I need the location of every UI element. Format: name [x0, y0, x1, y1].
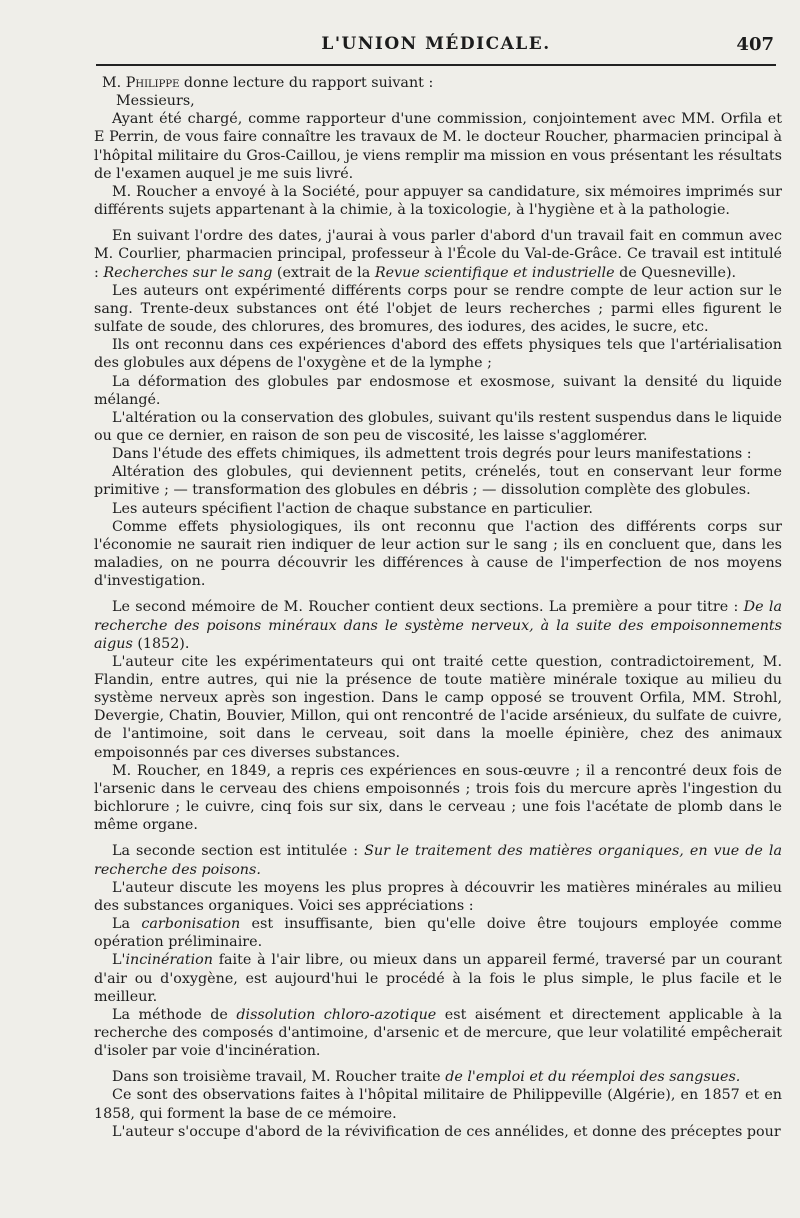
paragraph-p14	[94, 598, 782, 652]
page-number: 407	[736, 34, 774, 55]
paragraph-p13	[94, 518, 782, 591]
italic-title: Sur le traitement des matières organiques, en vue de la recherche des poisons.	[94, 843, 782, 878]
text-run: L'auteur cite les expérimentateurs qui ont traité cette question, contradictoirement, M. Flandin, entre autres, qui nie la présence de toute matière minérale toxique au milieu du système nerveux après son ingestion. Dans le camp opposé se trouvent Orfila, MM. Strohl, Devergie, Chatin, Bouvier, Millon, qui ont rencontré de l'acide arsénieux, du sulfate de cuivre, de l'antimoine, soit dans le cerveau, soit dans la moelle épinière, chez des animaux empoisonnés par ces diverses substances.	[94, 653, 782, 761]
text-run: En suivant l'ordre des dates, j'aurai à vous parler d'abord d'un travail fait en commun avec M. Courlier, pharmacien principal, professeur à l'École du Val-de-Grâce. Ce travail est intitulé :	[94, 228, 782, 281]
paragraph-p11	[94, 463, 782, 499]
running-title: L'UNION MÉDICALE.	[321, 34, 551, 54]
paragraph-p1	[94, 74, 782, 92]
paragraph-p2	[94, 92, 782, 110]
text-run: L'auteur s'occupe d'abord de la révivification de ces annélides, et donne des préceptes pour	[112, 1123, 781, 1140]
italic-title: De la recherche des poisons minéraux dans le système nerveux, à la suite des empoisonnements aigus	[94, 599, 782, 652]
text-run: La méthode de	[112, 1006, 237, 1023]
paragraph-p5	[94, 227, 782, 281]
paragraph-p4	[94, 183, 782, 219]
text-run: Les auteurs ont expérimenté différents corps pour se rendre compte de leur action sur le sang. Trente-deux substances ont été l'objet de leurs recherches ; parmi elles figurent le sulfate de soude, des chlorures, des bromures, des iodures, des acides, le sucre, etc.	[94, 282, 782, 336]
italic-title: Recherches sur le sang	[103, 264, 273, 281]
text-run: est aisément et directement applicable à la recherche des composés d'antimoine, d'arsenic et de mercure, que leur volatilité empêcherait d'isoler par voie d'incinération.	[94, 1006, 782, 1060]
text-run: est insuffisante, bien qu'elle doive être toujours employée comme opération préliminaire.	[94, 916, 782, 951]
text-run: La déformation des globules par endosmose et exosmose, suivant la densité du liquide mélangé.	[94, 373, 782, 408]
paragraph-p9	[94, 409, 782, 445]
paragraph-p15	[94, 653, 782, 762]
text-run: L'	[112, 952, 126, 969]
text-run: M. Roucher a envoyé à la Société, pour appuyer sa candidature, six mémoires imprimés sur différents sujets appartenant à la chimie, à la toxicologie, à l'hygiène et à la pathologie.	[94, 183, 782, 219]
text-run: Ils ont reconnu dans ces expériences d'abord des effets physiques tels que l'artérialisation des globules aux dépens de l'oxygène et de la lymphe ;	[94, 337, 782, 372]
text-run: L'altération ou la conservation des globules, suivant qu'ils restent suspendus dans le liquide ou que ce dernier, en raison de son peu de viscosité, les laisse s'agglomérer.	[94, 409, 782, 444]
text-run: Les auteurs spécifient l'action de chaque substance en particulier.	[112, 500, 593, 517]
paragraph-p8	[94, 373, 782, 409]
italic-title: incinération	[125, 952, 213, 969]
italic-title: Revue scientifique et industrielle	[374, 264, 615, 281]
text-run: (extrait de la	[272, 264, 375, 281]
text-run: M.	[102, 75, 126, 91]
page-header	[96, 30, 776, 66]
paragraph-p7	[94, 336, 782, 372]
paragraph-p23	[94, 1086, 782, 1122]
paragraph-p16	[94, 762, 782, 835]
text-run: Dans l'étude des effets chimiques, ils admettent trois degrés pour leurs manifestations :	[112, 446, 752, 463]
text-run: M. Roucher, en 1849, a repris ces expériences en sous-œuvre ; il a rencontré deux fois de l'arsenic dans le cerveau des chiens empoisonnés ; trois fois du mercure après l'ingestion du bichlorure ; le cuivre, cinq fois sur six, dans le cerveau ; une fois l'acétate de plomb dans le même organe.	[94, 762, 782, 834]
text-run: Messieurs,	[116, 93, 195, 110]
text-run: Altération des globules, qui deviennent petits, crénelés, tout en conservant leur forme primitive ; — transformation des globules en débris ; — dissolution complète des globules.	[94, 464, 782, 499]
text-run: Ayant été chargé, comme rapporteur d'une commission, conjointement avec MM. Orfila et E Perrin, de vous faire connaître les travaux de M. le docteur Roucher, pharmacien principal à l'hôpital militaire du Gros-Caillou, je viens remplir ma mission en vous présentant les résultats de l'examen auquel je me suis livré.	[94, 111, 782, 182]
text-run: La seconde section est intitulée :	[112, 843, 365, 860]
text-run: Ce sont des observations faites à l'hôpital militaire de Philippeville (Algérie), en 1857 et en 1858, qui forment la base de ce mémoire.	[94, 1087, 782, 1122]
paragraph-p21	[94, 1006, 782, 1060]
italic-title: carbonisation	[141, 916, 241, 933]
text-run: Comme effets physiologiques, ils ont reconnu que l'action des différents corps sur l'économie ne saurait rien indiquer de leur action sur le sang ; ils en concluent que, dans les maladies, on ne pourra découvrir les différences à cause de l'imperfection de nos moyens d'investigation.	[94, 518, 782, 590]
italic-title: dissolution chloro-azotique	[236, 1006, 437, 1023]
paragraph-p17	[94, 842, 782, 878]
paragraph-p12	[94, 500, 782, 518]
paragraph-p20	[94, 951, 782, 1005]
text-run: (1852).	[132, 635, 190, 652]
text-run: faite à l'air libre, ou mieux dans un appareil fermé, traversé par un courant d'air ou d'oxygène, est aujourd'hui le procédé à la fois le plus simple, le plus facile et le meilleur.	[94, 952, 782, 1005]
text-run: de Quesneville).	[614, 264, 737, 281]
text-run: Le second mémoire de M. Roucher contient deux sections. La première a pour titre :	[112, 599, 744, 616]
paragraph-p18	[94, 879, 782, 915]
italic-title: de l'emploi et du réemploi des sangsues.	[445, 1069, 741, 1086]
paragraph-p24	[94, 1123, 782, 1141]
paragraph-p10	[94, 445, 782, 463]
paragraph-p6	[94, 282, 782, 336]
article-body	[94, 74, 782, 1141]
paragraph-p3	[94, 110, 782, 183]
text-run: Dans son troisième travail, M. Roucher traite	[112, 1069, 446, 1086]
text-run: La	[112, 916, 142, 933]
speaker-name: Philippe	[125, 75, 180, 91]
paragraph-p22	[94, 1068, 782, 1086]
text-run: L'auteur discute les moyens les plus propres à découvrir les matières minérales au milieu des substances organiques. Voici ses appréciations :	[94, 879, 782, 914]
paragraph-p19	[94, 915, 782, 951]
text-run: donne lecture du rapport suivant :	[179, 75, 434, 91]
